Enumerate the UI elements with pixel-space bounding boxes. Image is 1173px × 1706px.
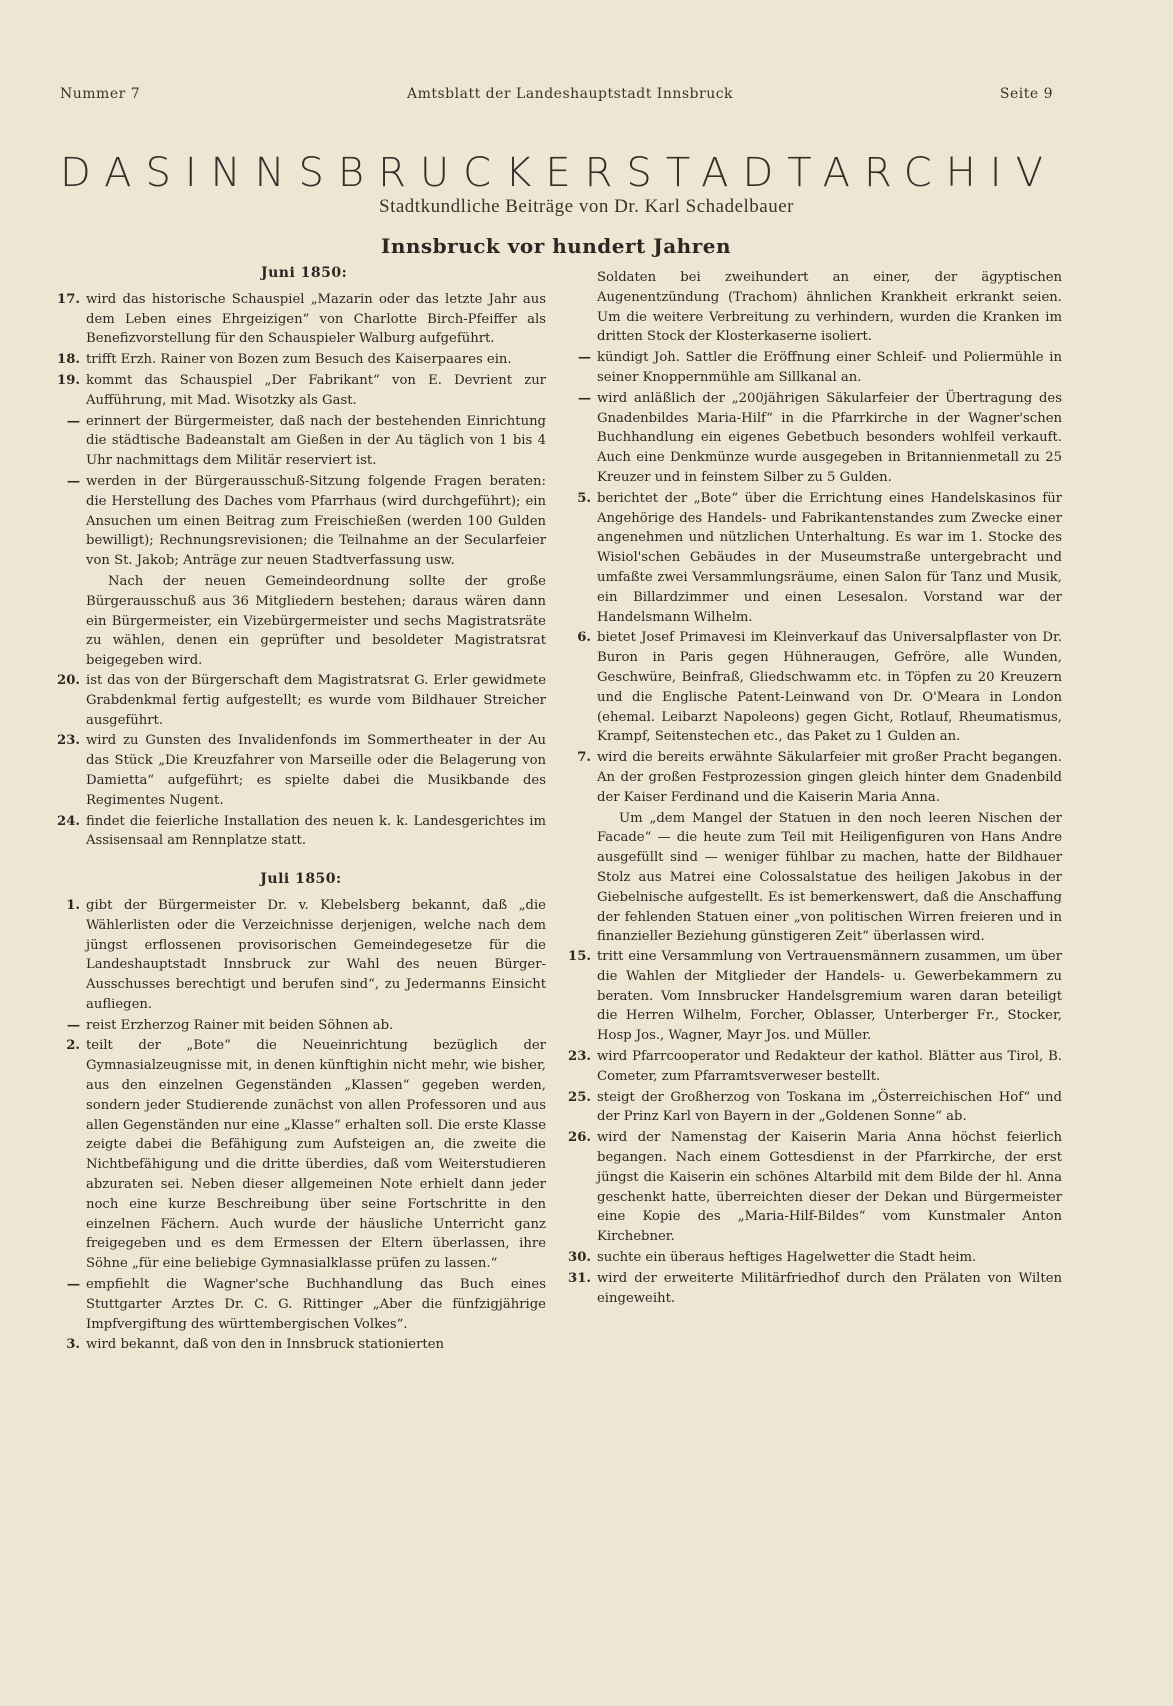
issue-number: Nummer 7: [60, 86, 141, 102]
chronicle-entry: [56, 472, 546, 571]
entry-date: [567, 268, 597, 347]
publication-name: Amtsblatt der Landeshauptstadt Innsbruck: [406, 86, 734, 102]
chronicle-entry: [567, 1128, 1062, 1247]
entry-text: ist das von der Bürgerschaft dem Magistratsrat G. Erler gewidmete Grabdenkmal fertig aufgestellt; es wurde vom Bildhauer Streicher ausgeführt.: [86, 672, 546, 728]
entry-date: 5.: [577, 490, 591, 506]
chronicle-entry: [567, 389, 1062, 488]
entry-date: 23.: [57, 733, 80, 749]
chronicle-entry: [56, 1275, 546, 1334]
entry-text: wird der Namenstag der Kaiserin Maria Anna höchst feierlich begangen. Nach einem Gottesdienst in der Pfarrkirche, der erst jüngst die Kaiserin ein schönes Altarbild mit dem Bilde der hl. Anna geschenkt hatte, überreichten dieser der Dekan und Bürgermeister eine Kopie des „Maria-Hilf-Bildes“ vom Kunstmaler Anton Kirchebner.: [597, 1130, 1062, 1245]
entry-text: teilt der „Bote“ die Neueinrichtung bezüglich der Gymnasialzeugnisse mit, in denen künftighin nicht mehr, wie bisher, aus den einzelnen Gegenständen „Klassen“ gegeben werden, sondern jeder Studierende zunächst von allen Professoren und aus allen Gegenständen nur eine „Klasse“ erhalten soll. Die erste Klasse zeigte dabei die Befähigung zum Aufsteigen an, die zweite die Nichtbefähigung und die dritte überdies, daß vom Weiterstudieren abzuraten sei. Neben dieser allgemeinen Note erhielt dann jeder noch eine kurze Beschreibung über seine Fortschritte in den einzelnen Fächern. Auch wurde der häusliche Unterricht ganz freigegeben und es dem Ermessen der Eltern überlassen, ihre Söhne „für eine beliebige Gymnasialklasse prüfen zu lassen.“: [86, 1038, 546, 1272]
chronicle-entry: [56, 371, 546, 411]
month-heading: Juli 1850:: [260, 871, 342, 888]
continuation-paragraph: Nach der neuen Gemeindeordnung sollte der große Bürgerausschuß aus 36 Mitgliedern bestehen; daraus wären dann ein Bürgermeister, ein Vizebürgermeister und sechs Magistratsräte zu wählen, denen ein geprüfter und besoldeter Magistratsrat beigegeben wird.: [86, 573, 546, 669]
chronicle-entry: [56, 1335, 546, 1355]
entry-date: —: [577, 350, 591, 366]
entry-text: kommt das Schauspiel „Der Fabrikant“ von E. Devrient zur Aufführung, mit Mad. Wisotzky als Gast.: [86, 372, 546, 408]
entry-date: 2.: [66, 1038, 80, 1054]
chronicle-entry: [56, 1036, 546, 1274]
month-heading: Juni 1850:: [261, 265, 348, 281]
entry-date: 20.: [57, 672, 80, 688]
entry-text: wird anläßlich der „200jährigen Säkularfeier der Übertragung des Gnadenbildes Maria-Hilf“ in die Pfarrkirche in der Wagner'schen Buchhandlung ein eigenes Gebetbuch besonders wohlfeil verkauft. Auch eine Denkmünze wurde ausgegeben in Britannienmetall zu 25 Kreuzer und in feinstem Silber zu 5 Gulden.: [597, 390, 1062, 485]
entry-date: 17.: [57, 291, 80, 307]
entry-date: —: [66, 1017, 80, 1033]
section-title: Innsbruck vor hundert Jahren: [380, 234, 732, 258]
entry-text: tritt eine Versammlung von Vertrauensmännern zusammen, um über die Wahlen der Mitglieder der Handels- u. Gewerbekammern zu beraten. Vom Innsbrucker Handelsgremium waren daran beteiligt die Herren Wilhelm, Forcher, Oblasser, Unterberger Fr., Stocker, Hosp Jos., Wagner, Mayr Jos. und Müller.: [597, 949, 1062, 1044]
chronicle-entry: [567, 1269, 1062, 1309]
entry-text: wird die bereits erwähnte Säkularfeier mit großer Pracht begangen. An der großen Festprozession gingen gleich hinter dem Gnadenbild der Kaiser Ferdinand und die Kaiserin Maria Anna.: [597, 750, 1062, 805]
entry-date: —: [66, 1277, 80, 1293]
banner-word: INNSBRUCKER: [184, 150, 627, 196]
article-byline: Stadtkundliche Beiträge von Dr. Karl Schadelbauer: [379, 196, 794, 217]
entry-date: 15.: [568, 949, 591, 965]
entry-text: erinnert der Bürgermeister, daß nach der bestehenden Einrichtung die städtische Badeanstalt am Gießen in der Au täglich von 1 bis 4 Uhr nachmittags dem Militär reserviert ist.: [86, 413, 546, 469]
entry-text: empfiehlt die Wagner'sche Buchhandlung das Buch eines Stuttgarter Arztes Dr. C. G. Rittinger „Aber die fünfzigjährige Impfvergiftung des württembergischen Volkes“.: [86, 1277, 546, 1332]
entry-date: 25.: [568, 1089, 591, 1105]
entry-date: 23.: [568, 1049, 591, 1065]
running-head: [60, 86, 1053, 102]
entry-text: wird das historische Schauspiel „Mazarin oder das letzte Jahr aus dem Leben eines Ehrgeizigen“ von Charlotte Birch-Pfeiffer als Benefizvorstellung für den Schauspieler Walburg aufgeführt.: [86, 291, 546, 347]
chronicle-entry: [567, 348, 1062, 388]
entry-text: wird zu Gunsten des Invalidenfonds im Sommertheater in der Au das Stück „Die Kreuzfahrer von Marseille oder die Belagerung von Damietta“ aufgeführt; es spielte dabei die Musikbande des Regimentes Nugent.: [86, 733, 546, 808]
chronicle-entry: [567, 628, 1062, 747]
entry-date: 24.: [57, 813, 80, 829]
page-number: Seite 9: [999, 86, 1053, 102]
banner-word: DAS: [60, 150, 185, 196]
chronicle-entry: [56, 731, 546, 810]
entry-date: 19.: [57, 372, 80, 388]
section-spacer: [56, 852, 546, 866]
chronicle-entry: [56, 671, 546, 730]
entry-text: findet die feierliche Installation des neuen k. k. Landesgerichtes im Assisensaal am Rennplatze statt.: [86, 813, 546, 849]
chronicle-entry: [567, 947, 1062, 1046]
entry-text: Soldaten bei zweihundert an einer, der ägyptischen Augenentzündung (Trachom) ähnlichen Krankheit erkrankt seien. Um die weitere Verbreitung zu verhindern, wurden die Kranken im dritten Stock der Klosterkaserne isoliert.: [597, 270, 1062, 345]
chronicle-entry: [56, 812, 546, 852]
entry-text: trifft Erzh. Rainer von Bozen zum Besuch des Kaiserpaares ein.: [86, 352, 512, 368]
chronicle-entry: [56, 350, 546, 370]
chronicle-entry: [56, 290, 546, 349]
entry-text: gibt der Bürgermeister Dr. v. Klebelsberg bekannt, daß „die Wählerlisten oder die Verzeichnisse derjenigen, welche nach dem jüngst erflossenen provisorischen Gemeindegesetze für die Landeshauptstadt Innsbruck zur Wahl des neuen Bürger-Ausschusses berechtigt und berufen sind“, zu Jedermanns Einsicht aufliegen.: [86, 897, 546, 1012]
entry-date: —: [66, 413, 80, 429]
chronicle-entry: [567, 1248, 1062, 1268]
masthead-banner: [60, 150, 1055, 196]
entry-date: 26.: [568, 1130, 591, 1146]
left-column: [56, 260, 546, 1356]
entry-date: —: [66, 473, 80, 489]
entry-text: reist Erzherzog Rainer mit beiden Söhnen ab.: [86, 1017, 394, 1033]
entry-date: 30.: [568, 1250, 591, 1266]
banner-word: STADTARCHIV: [626, 150, 1057, 196]
entry-text: kündigt Joh. Sattler die Eröffnung einer Schleif- und Poliermühle in seiner Knoppernmühle am Sillkanal an.: [597, 350, 1062, 385]
chronicle-entry: [567, 1088, 1062, 1128]
entry-text: wird Pfarrcooperator und Redakteur der kathol. Blätter aus Tirol, B. Cometer, zum Pfarramtsverweser bestellt.: [597, 1049, 1062, 1084]
entry-text: bietet Josef Primavesi im Kleinverkauf das Universalpflaster von Dr. Buron in Paris gegen Hühneraugen, Gefröre, alle Wunden, Geschwüre, Beinfraß, Gliedschwamm etc. in Töpfen zu 20 Kreuzern und die Englische Patent-Leinwand von Dr. O'Meara in London (ehemal. Leibarzt Napoleons) gegen Gicht, Rotlauf, Rheumatismus, Krampf, Seitenstechen etc., das Paket zu 1 Gulden an.: [597, 630, 1062, 745]
entry-date: 1.: [66, 897, 80, 913]
entry-date: 6.: [577, 630, 591, 646]
entry-date: —: [577, 390, 591, 406]
continuation-paragraph: Um „dem Mangel der Statuen in den noch leeren Nischen der Facade“ — die heute zum Teil mit Heiligenfiguren von Hans Andre ausgefüllt sind — weniger fühlbar zu machen, hatte der Bildhauer Stolz aus Matrei eine Colossalstatue des heiligen Jakobus in der Giebelnische aufgestellt. Es ist bemerkenswert, daß die Anschaffung der fehlenden Statuen einer „von politischen Wirren freieren und in finanzieller Beziehung günstigeren Zeit“ überlassen wird.: [597, 810, 1062, 945]
chronicle-entry: [56, 412, 546, 471]
chronicle-entry: [567, 1047, 1062, 1087]
chronicle-entry: [567, 268, 1062, 347]
chronicle-entry: [56, 896, 546, 1015]
entry-date: 7.: [577, 750, 591, 766]
entry-text: steigt der Großherzog von Toskana im „Österreichischen Hof“ und der Prinz Karl von Bayern in der „Goldenen Sonne“ ab.: [597, 1089, 1062, 1125]
entry-text: berichtet der „Bote“ über die Errichtung eines Handelskasinos für Angehörige des Handels- und Fabrikantenstandes zum Zwecke einer angenehmen und nützlichen Unterhaltung. Es war im 1. Stocke des Wisiol'schen Gebäudes in der Museumstraße untergebracht und umfaßte zwei Versammlungsräume, einen Salon für Tanz und Musik, ein Billardzimmer und einen Lesesalon. Vorstand war der Handelsmann Wilhelm.: [597, 490, 1062, 625]
entry-date: 31.: [568, 1270, 591, 1286]
chronicle-entry: [567, 748, 1062, 807]
entry-text: wird der erweiterte Militärfriedhof durch den Prälaten von Wilten eingeweiht.: [597, 1270, 1062, 1306]
chronicle-entry: [56, 1016, 546, 1036]
entry-text: suchte ein überaus heftiges Hagelwetter die Stadt heim.: [597, 1250, 977, 1266]
entry-date: 18.: [57, 352, 80, 368]
entry-date: 3.: [66, 1337, 80, 1353]
entry-text: wird bekannt, daß von den in Innsbruck stationierten: [86, 1337, 445, 1353]
entry-text: werden in der Bürgerausschuß-Sitzung folgende Fragen beraten: die Herstellung des Daches vom Pfarrhaus (wird durchgeführt); ein Ansuchen um einen Beitrag zum Freischießen (werden 100 Gulden bewilligt); Rechnungsrevisionen; die Teilnahme an der Secularfeier von St. Jakob; Anträge zur neuen Stadtverfassung usw.: [86, 473, 546, 569]
chronicle-entry: [567, 489, 1062, 628]
right-column: [567, 268, 1062, 1309]
